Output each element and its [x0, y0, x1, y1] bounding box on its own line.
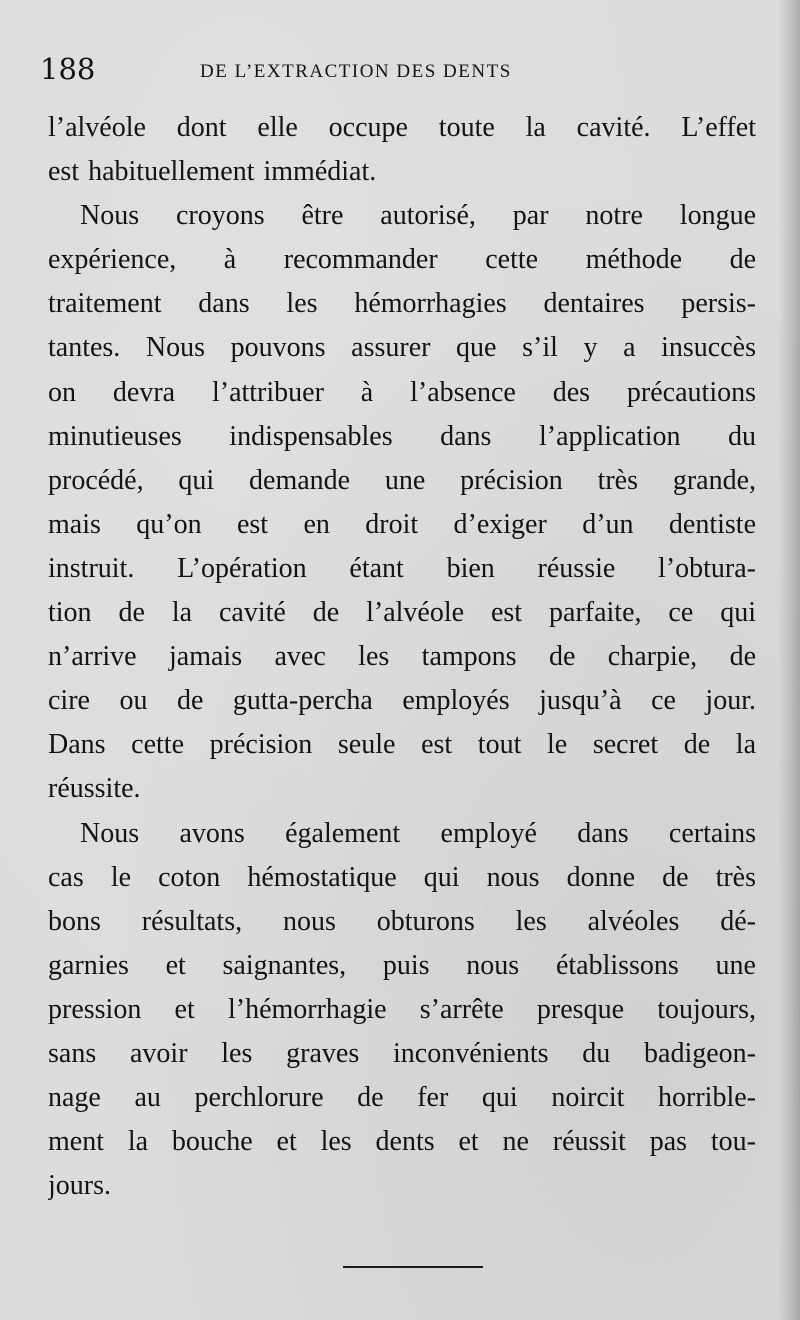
text-line: tantes. Nous pouvons assurer que s’il y a insuccès [48, 332, 756, 364]
text-line: traitement dans les hémorrhagies dentaires persis- [48, 288, 756, 320]
text-line: procédé, qui demande une précision très grande, [48, 464, 756, 496]
text-line: l’alvéole dont elle occupe toute la cavité. L’effet [48, 112, 756, 143]
text-line: on devra l’attribuer à l’absence des précautions [48, 376, 756, 408]
text-line: réussite. [48, 773, 141, 805]
text-line: instruit. L’opération étant bien réussie l’obtura- [48, 552, 756, 584]
text-line: pression et l’hémorrhagie s’arrête presque toujours, [48, 993, 756, 1025]
page-header [40, 52, 760, 94]
text-line: ment la bouche et les dents et ne réussit pas tou- [48, 1126, 756, 1158]
text-line: cas le coton hémostatique qui nous donne de très [48, 861, 756, 893]
text-line: bons résultats, nous obturons les alvéoles dé- [48, 905, 756, 937]
text-line: nage au perchlorure de fer qui noircit horrible- [48, 1082, 756, 1114]
text-line: garnies et saignantes, puis nous établissons une [48, 949, 756, 981]
end-rule-divider [343, 1266, 483, 1268]
text-line: cire ou de gutta-percha employés jusqu’à ce jour. [48, 685, 756, 717]
text-line: mais qu’on est en droit d’exiger d’un dentiste [48, 508, 756, 540]
text-line: Dans cette précision seule est tout le secret de la [48, 729, 756, 761]
page-number: 188 [40, 52, 96, 86]
text-line: est habituellement immédiat. [48, 156, 377, 188]
body-text [48, 106, 756, 1208]
text-line: minutieuses indispensables dans l’application du [48, 420, 756, 452]
page-edge-shadow [778, 0, 800, 1320]
text-line: sans avoir les graves inconvénients du badigeon- [48, 1037, 756, 1069]
text-line: tion de la cavité de l’alvéole est parfaite, ce qui [48, 597, 756, 629]
text-line: jours. [48, 1170, 111, 1202]
text-line: Nous avons également employé dans certains [80, 817, 756, 849]
text-line: Nous croyons être autorisé, par notre longue [80, 200, 756, 232]
text-line: expérience, à recommander cette méthode de [48, 244, 756, 276]
running-title: DE L’EXTRACTION DES DENTS [200, 61, 512, 82]
text-line: n’arrive jamais avec les tampons de charpie, de [48, 641, 756, 673]
